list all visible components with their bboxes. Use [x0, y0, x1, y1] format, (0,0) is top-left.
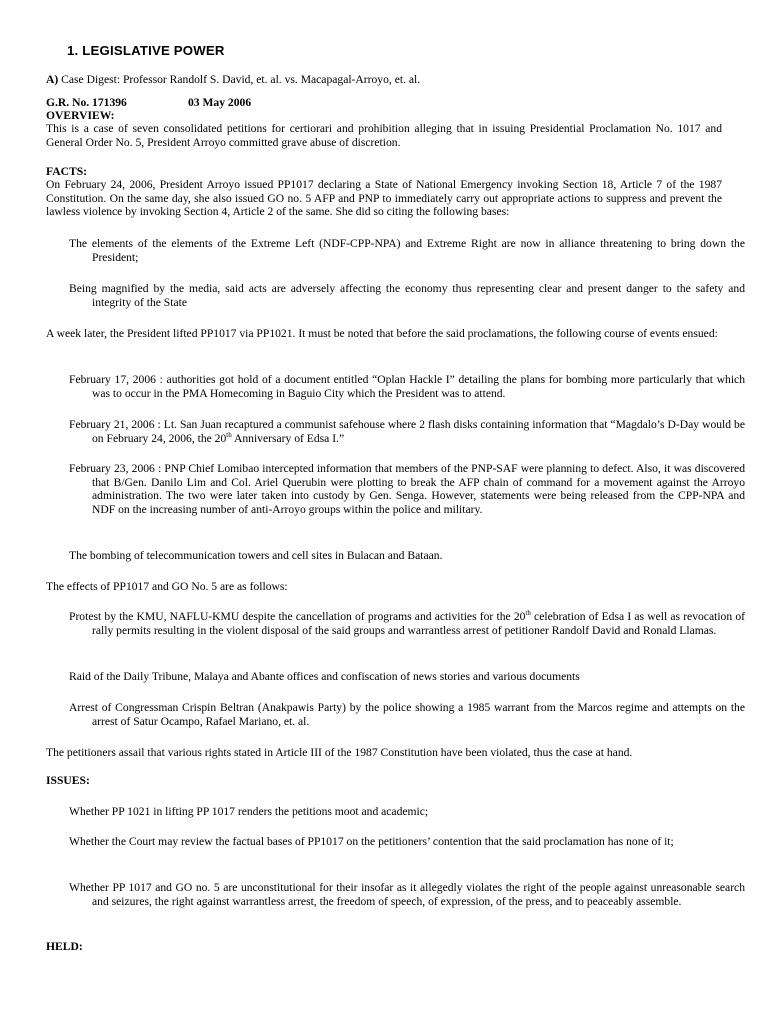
basis-item: Being magnified by the media, said acts are adversely affecting the economy thus representing clear and present danger to the safety and integrity of the State: [69, 282, 745, 309]
case-letter: A): [46, 73, 59, 86]
basis-item: The elements of the elements of the Extreme Left (NDF-CPP-NPA) and Extreme Right are now in alliance threatening to bring down the President;: [69, 237, 745, 264]
gr-line: [46, 96, 722, 110]
section-title: 1. LEGISLATIVE POWER: [67, 43, 225, 58]
gr-number: G.R. No. 171396: [46, 96, 127, 109]
petitioners-paragraph: The petitioners assail that various rights stated in Article III of the 1987 Constitution have been violated, thus the case at hand.: [46, 746, 633, 759]
event-item: February 17, 2006 : authorities got hold of a document entitled “Oplan Hackle I” detailing the plans for bombing more particularly that which was to occur in the PMA Homecoming in Baguio City which the President was to attend.: [69, 373, 745, 400]
case-title: Case Digest: Professor Randolf S. David, et. al. vs. Macapagal-Arroyo, et. al.: [58, 73, 421, 86]
effects-intro: The effects of PP1017 and GO No. 5 are as follows:: [46, 580, 288, 593]
case-title-line: [46, 73, 722, 87]
event-item: February 23, 2006 : PNP Chief Lomibao intercepted information that members of the PNP-SAF were planning to defect. Also, it was discovered that B/Gen. Danilo Lim and Col. Ariel Querubin were plotting to break the AFP chain of command for a movement against the Arroyo administration. The two were later taken into custody by Gen. Senga. However, statements were being released from the CPP-NPA and NDF on the increasing number of anti-Arroyo groups within the police and military.: [69, 462, 745, 516]
overview-heading: OVERVIEW:: [46, 109, 115, 122]
gr-date: 03 May 2006: [188, 96, 252, 109]
effect-item: Raid of the Daily Tribune, Malaya and Abante offices and confiscation of news stories and various documents: [69, 670, 580, 683]
event-item: February 21, 2006 : Lt. San Juan recaptured a communist safehouse where 2 flash disks containing information that “Magdalo’s D-Day would be on February 24, 2006, the 20th Anniversary of Edsa I.”: [69, 418, 745, 445]
facts-heading: FACTS:: [46, 165, 88, 178]
effect-item: Arrest of Congressman Crispin Beltran (Anakpawis Party) by the police showing a 1985 warrant from the Marcos regime and attempts on the arrest of Satur Ocampo, Rafael Mariano, et. al.: [69, 701, 745, 728]
event-item: The bombing of telecommunication towers and cell sites in Bulacan and Bataan.: [69, 549, 443, 562]
week-later-paragraph: A week later, the President lifted PP1017 via PP1021. It must be noted that before the said proclamations, the following course of events ensued:: [46, 327, 718, 340]
effect-item: Protest by the KMU, NAFLU-KMU despite the cancellation of programs and activities for the 20th celebration of Edsa I as well as revocation of rally permits resulting in the violent disposal of the said groups and warrantless arrest of petitioner Randolf David and Ronald Llamas.: [69, 609, 745, 637]
issues-heading: ISSUES:: [46, 774, 90, 787]
held-heading: HELD:: [46, 940, 83, 953]
issue-item: Whether PP 1021 in lifting PP 1017 renders the petitions moot and academic;: [69, 805, 429, 818]
facts-paragraph: On February 24, 2006, President Arroyo issued PP1017 declaring a State of National Emergency invoking Section 18, Article 7 of the 1987 Constitution. On the same day, she also issued GO no. 5 AFP and PNP to immediately carry out appropriate actions to suppress and prevent the lawless violence by invoking Section 4, Article 2 of the same. She did so citing the following bases:: [46, 178, 722, 218]
issue-item: Whether the Court may review the factual bases of PP1017 on the petitioners’ contention that the said proclamation has none of it;: [69, 835, 674, 848]
overview-paragraph: This is a case of seven consolidated petitions for certiorari and prohibition alleging that in issuing Presidential Proclamation No. 1017 and General Order No. 5, President Arroyo committed grave abuse of discretion.: [46, 122, 722, 149]
issue-item: Whether PP 1017 and GO no. 5 are unconstitutional for their insofar as it allegedly violates the right of the people against unreasonable search and seizures, the right against warrantless arrest, the freedom of speech, of expression, of the press, and to peaceably assemble.: [69, 881, 745, 908]
